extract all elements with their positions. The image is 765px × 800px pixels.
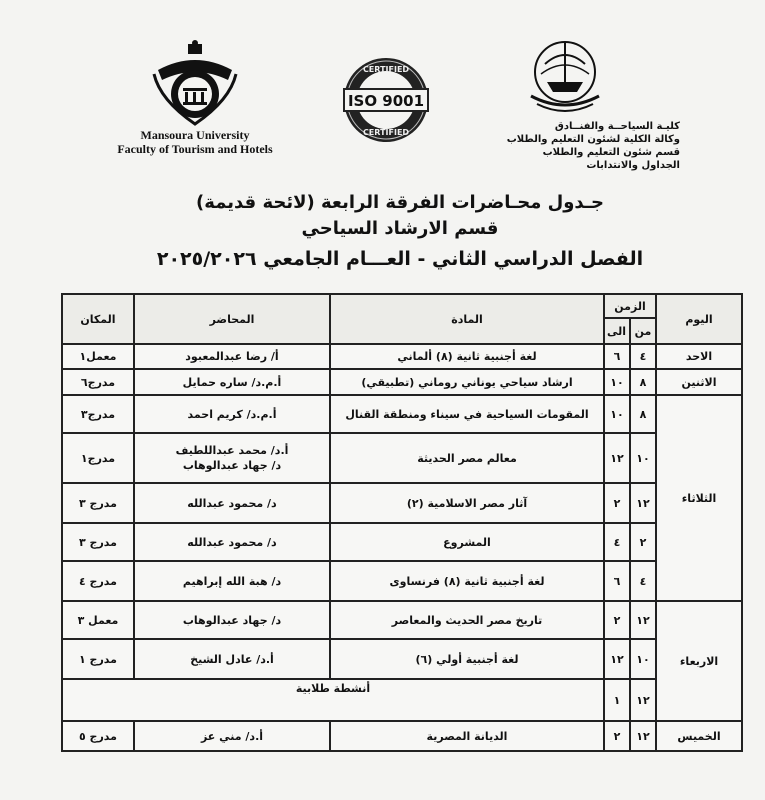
subject-cell: آثار مصر الاسلامية (٢) [330, 483, 604, 523]
lecturer-name: د/ جهاد عبدالوهاب [182, 459, 282, 472]
place-cell: مدرج١ [62, 433, 134, 483]
arabic-header-line: وكالة الكلية لشئون التعليم والطلاب [506, 134, 680, 145]
to-cell: ٢ [604, 601, 630, 639]
lecturer-cell: أ.د/ مني عز [134, 721, 330, 751]
header-place: المكان [62, 294, 134, 344]
table-row [62, 523, 742, 561]
place-cell: مدرج ٣ [62, 483, 134, 523]
subject-cell: لغة أجنبية ثانية (٨) ألماني [330, 344, 604, 369]
lecturer-cell: د/ هبة الله إبراهيم [134, 561, 330, 601]
activity-cell: أنشطة طلابية [62, 679, 604, 721]
from-cell: ١٢ [630, 679, 656, 721]
table-row [62, 433, 742, 483]
day-cell: الاربعاء [656, 601, 742, 721]
subject-cell: معالم مصر الحديثة [330, 433, 604, 483]
university-logo [150, 40, 240, 130]
header-lecturer: المحاضر [134, 294, 330, 344]
lecturer-cell: د/ محمود عبدالله [134, 523, 330, 561]
table-row [62, 679, 742, 721]
table-row [62, 601, 742, 639]
from-cell: ٤ [630, 561, 656, 601]
lecturer-cell [134, 433, 330, 483]
iso-certified-seal [342, 56, 430, 144]
lecturer-cell: أ/ رضا عبدالمعبود [134, 344, 330, 369]
to-cell: ١٠ [604, 369, 630, 395]
table-row [62, 369, 742, 395]
place-cell: مدرج ١ [62, 639, 134, 679]
place-cell: مدرج ٤ [62, 561, 134, 601]
day-cell: الثلاثاء [656, 395, 742, 601]
arabic-header-line: قسم شئون التعليم والطلاب [542, 147, 680, 158]
lecturer-cell: د/ محمود عبدالله [134, 483, 330, 523]
table-row [62, 395, 742, 433]
place-cell: معمل١ [62, 344, 134, 369]
place-cell: مدرج٣ [62, 395, 134, 433]
faculty-logo [525, 34, 605, 118]
table-row [62, 721, 742, 751]
to-cell: ١٢ [604, 639, 630, 679]
from-cell: ٢ [630, 523, 656, 561]
to-cell: ١٢ [604, 433, 630, 483]
from-cell: ١٢ [630, 483, 656, 523]
iso-bottom-text: CERTIFIED [362, 128, 410, 137]
subject-cell: المقومات السياحية في سيناء ومنطقة القنال [330, 395, 604, 433]
day-cell: الخميس [656, 721, 742, 751]
subject-cell: لغة أجنبية ثانية (٨) فرنساوى [330, 561, 604, 601]
english-header [100, 128, 290, 156]
from-cell: ٨ [630, 395, 656, 433]
arabic-header [460, 120, 680, 172]
lecturer-cell: أ.د/ عادل الشيخ [134, 639, 330, 679]
place-cell: مدرج ٥ [62, 721, 134, 751]
semester-title: الفصل الدراسي الثاني - العـــام الجامعي ٢٠٢٥/٢٠٢٦ [156, 248, 644, 270]
to-cell: ١٠ [604, 395, 630, 433]
header-time: الزمن [604, 294, 656, 318]
subject-cell: تاريخ مصر الحديث والمعاصر [330, 601, 604, 639]
iso-number-text: ISO 9001 [347, 92, 425, 110]
to-cell: ٦ [604, 561, 630, 601]
table-row [62, 483, 742, 523]
to-cell: ١ [604, 679, 630, 721]
from-cell: ٤ [630, 344, 656, 369]
place-cell: مدرج ٣ [62, 523, 134, 561]
lecturer-cell: د/ جهاد عبدالوهاب [134, 601, 330, 639]
table-row [62, 561, 742, 601]
from-cell: ١٢ [630, 601, 656, 639]
schedule-title: جـدول محـاضرات الفرقة الرابعة (لائحة قديمة) [196, 192, 604, 213]
arabic-header-line: الجداول والانتدابات [586, 160, 680, 171]
table-row [62, 344, 742, 369]
header-to: الى [604, 318, 630, 344]
from-cell: ٨ [630, 369, 656, 395]
table-row [62, 639, 742, 679]
lecturer-name: أ.د/ محمد عبداللطيف [175, 444, 289, 457]
from-cell: ١٠ [630, 433, 656, 483]
lecturer-cell: أ.م.د/ كريم احمد [134, 395, 330, 433]
place-cell: معمل ٣ [62, 601, 134, 639]
lecturer-cell: أ.م.د/ ساره حمايل [134, 369, 330, 395]
arabic-header-line: كليـة السياحــة والفنــادق [554, 121, 680, 132]
header-day: اليوم [656, 294, 742, 344]
place-cell: مدرج٦ [62, 369, 134, 395]
subject-cell: ارشاد سياحي يوناني روماني (تطبيقي) [330, 369, 604, 395]
header-subject: المادة [330, 294, 604, 344]
day-cell: الاحد [656, 344, 742, 369]
english-faculty-name: Faculty of Tourism and Hotels [117, 142, 273, 156]
from-cell: ١٢ [630, 721, 656, 751]
english-university-name: Mansoura University [140, 128, 250, 142]
header-from: من [630, 318, 656, 344]
subject-cell: الديانة المصرية [330, 721, 604, 751]
iso-top-text: CERTIFIED [362, 65, 410, 74]
department-title: قسم الارشاد السياحي [301, 218, 499, 239]
to-cell: ٤ [604, 523, 630, 561]
schedule-table [61, 293, 743, 752]
from-cell: ١٠ [630, 639, 656, 679]
day-cell: الاثنين [656, 369, 742, 395]
to-cell: ٢ [604, 483, 630, 523]
subject-cell: المشروع [330, 523, 604, 561]
to-cell: ٦ [604, 344, 630, 369]
subject-cell: لغة أجنبية أولي (٦) [330, 639, 604, 679]
to-cell: ٢ [604, 721, 630, 751]
